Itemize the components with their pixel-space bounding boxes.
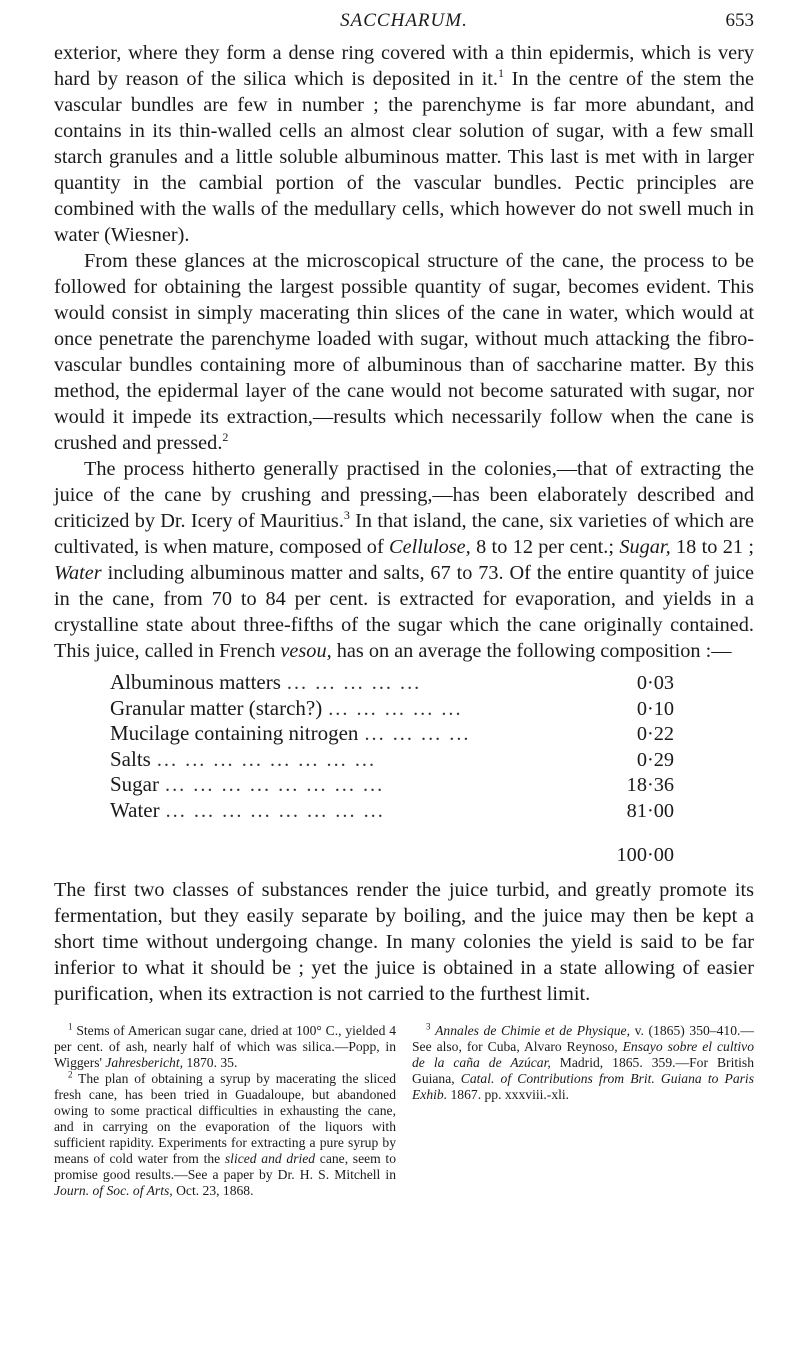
paragraph-1-text-b: In the centre of the stem the vascular bundles are few in number ; the parenchyme is far more abundant, and contains in its thin-walled cells an almost clear solution of sugar, with a few small starch granules and a little soluble albuminous matter. This last is met with in larger quantity in the cambial portion of the vascular bundles. Pectic principles are combined with the walls of the medullary cells, which however do not swell much in water (Wiesner). xyxy=(54,68,754,246)
paragraph-2-text: From these glances at the microscopical structure of the cane, the process to be followed for obtaining the largest possible quantity of sugar, becomes evident. This would consist in simply macerating thin slices of the cane in water, which would at once penetrate the parenchyme loaded with sugar, without much attacking the fibro-vascular bundles containing more of albuminous than of saccharine matter. By this method, the epidermal layer of the cane would not become saturated with sugar, nor would it impede its extraction,—results which necessarily follow when the cane is crushed and pressed. xyxy=(54,250,754,454)
footnote-1-text-b: 1870. 35. xyxy=(183,1055,238,1070)
body-text xyxy=(54,40,754,664)
paragraph-3-text-b: In that island, the cane, six varieties of which are cultivated, is when mature, composed of xyxy=(54,510,754,558)
paragraph-3-text-e: including albuminous matter and salts, 67 to 73. Of the entire quantity of juice in the cane, from 70 to 84 per cent. is extracted for evaporation, and yields in a crystalline state about three-fifths of the sugar which the cane originally contained. This juice, called in French xyxy=(54,562,754,662)
running-title: SACCHARUM. xyxy=(340,10,468,31)
footnote-marker: 3 xyxy=(426,1021,431,1032)
table-row xyxy=(110,798,674,824)
body-text-continued xyxy=(54,877,754,1007)
footnote-1-text-a: Stems of American sugar cane, dried at 100° C., yielded 4 per cent. of ash, nearly half of which was silica.—Popp, in Wiggers' xyxy=(54,1023,396,1070)
footnote-3-text-b: Madrid, 1865. 359.—For British Guiana, xyxy=(412,1055,754,1086)
component-name: Granular matter (starch?) xyxy=(110,695,323,720)
paragraph-3-text-d: 18 to 21 ; xyxy=(670,536,754,558)
term-vesou: vesou, xyxy=(280,640,332,662)
table-row xyxy=(110,772,674,798)
footnote-3-italic-3: Catal. of Contributions from Brit. Guiana to Paris Exhib. xyxy=(412,1071,754,1102)
component-value: 0·22 xyxy=(636,723,674,745)
component-value: 81·00 xyxy=(626,799,674,822)
component-name: Salts xyxy=(110,746,151,771)
paragraph-3-text-a: The process hitherto generally practised in the colonies,—that of extracting the juice of the cane by crushing and pressing,—has been elaborately described and criticized by Dr. Icery of Mauritius. xyxy=(54,458,754,532)
running-head xyxy=(54,0,754,40)
footnote-1 xyxy=(54,1023,396,1071)
footnote-3-italic-2: Ensayo sobre el cultivo de la caña de Azúcar, xyxy=(412,1039,755,1070)
component-name: Sugar xyxy=(110,772,159,796)
page-number: 653 xyxy=(725,10,754,31)
paragraph-1-text-a: exterior, where they form a dense ring covered with a thin epidermis, which is very hard by reason of the silica which is deposited in it. xyxy=(54,42,754,90)
footnote-3-italic-1: Annales de Chimie et de Physique, xyxy=(435,1023,630,1038)
footnote-2-text-b: cane, seem to promise good results.—See a paper by Dr. H. S. Mitchell in xyxy=(54,1151,396,1182)
footnote-2-text-a: The plan of obtaining a syrup by macerating the sliced fresh cane, has been tried in Guadaloupe, but abandoned owing to some practical difficulties in exhausting the cane, and in carrying on the evaporation of the liquors with sufficient rapidity. Experiments for extracting a pure syrup by means of cold water from the xyxy=(54,1071,396,1166)
leader-dots: ... ... ... ... xyxy=(364,723,471,745)
footnote-3-text-c: 1867. pp. xxxviii.-xli. xyxy=(447,1087,570,1102)
leader-dots: ... ... ... ... ... xyxy=(286,672,422,694)
table-row xyxy=(110,696,674,722)
composition-table xyxy=(110,670,674,823)
footnote-ref-3: 3 xyxy=(343,508,350,523)
footnote-2-italic-2: Journ. of Soc. of Arts, xyxy=(54,1183,173,1198)
footnote-ref-1: 1 xyxy=(497,66,504,81)
paragraph-4: The first two classes of substances render the juice turbid, and greatly promote its fermentation, but they easily separate by boiling, and the juice may then be kept a short time without undergoing change. In many colonies the yield is said to be far inferior to what it should be ; yet the juice is obtained in a state allowing of easier purification, when its extraction is not carried to the furthest limit. xyxy=(54,879,754,1005)
component-value: 0·03 xyxy=(636,672,674,694)
footnote-2-italic-1: sliced and dried xyxy=(224,1151,316,1166)
footnote-column-left xyxy=(54,1023,396,1199)
leader-dots: ... ... ... ... ... ... ... ... xyxy=(156,748,377,771)
paragraph-1 xyxy=(54,40,754,248)
term-water: Water xyxy=(54,562,102,584)
footnote-2 xyxy=(54,1071,396,1199)
term-sugar: Sugar, xyxy=(619,536,671,558)
footnote-3-text-a: v. (1865) 350–410.—See also, for Cuba, Alvaro Reynoso, xyxy=(412,1023,754,1054)
paragraph-3 xyxy=(54,456,754,664)
footnote-ref-2: 2 xyxy=(222,430,229,445)
footnote-marker: 1 xyxy=(68,1021,73,1032)
table-row xyxy=(110,670,674,696)
footnote-column-right xyxy=(412,1023,754,1199)
footnote-2-text-c: Oct. 23, 1868. xyxy=(172,1183,254,1198)
component-value: 18·36 xyxy=(626,774,674,796)
footnote-3 xyxy=(412,1023,754,1103)
table-row xyxy=(110,747,674,773)
composition-total: 100·00 xyxy=(616,844,674,866)
component-value: 0·10 xyxy=(636,697,674,720)
leader-dots: ... ... ... ... ... ... ... ... xyxy=(165,799,385,822)
footnote-1-italic: Jahresbericht, xyxy=(105,1055,183,1070)
leader-dots: ... ... ... ... ... ... ... ... xyxy=(165,774,385,796)
leader-dots: ... ... ... ... ... xyxy=(328,697,463,720)
component-value: 0·29 xyxy=(636,748,674,771)
footnote-marker: 2 xyxy=(68,1069,73,1080)
paragraph-3-text-f: has on an average the following composition :— xyxy=(331,640,732,662)
footnotes xyxy=(54,1023,754,1199)
paragraph-3-text-c: 8 to 12 per cent.; xyxy=(470,536,620,558)
component-name: Mucilage containing nitrogen xyxy=(110,721,359,745)
component-name: Water xyxy=(110,797,160,822)
term-cellulose: Cellulose, xyxy=(389,536,471,558)
table-row xyxy=(110,721,674,747)
paragraph-2 xyxy=(54,248,754,456)
component-name: Albuminous matters xyxy=(110,670,281,694)
